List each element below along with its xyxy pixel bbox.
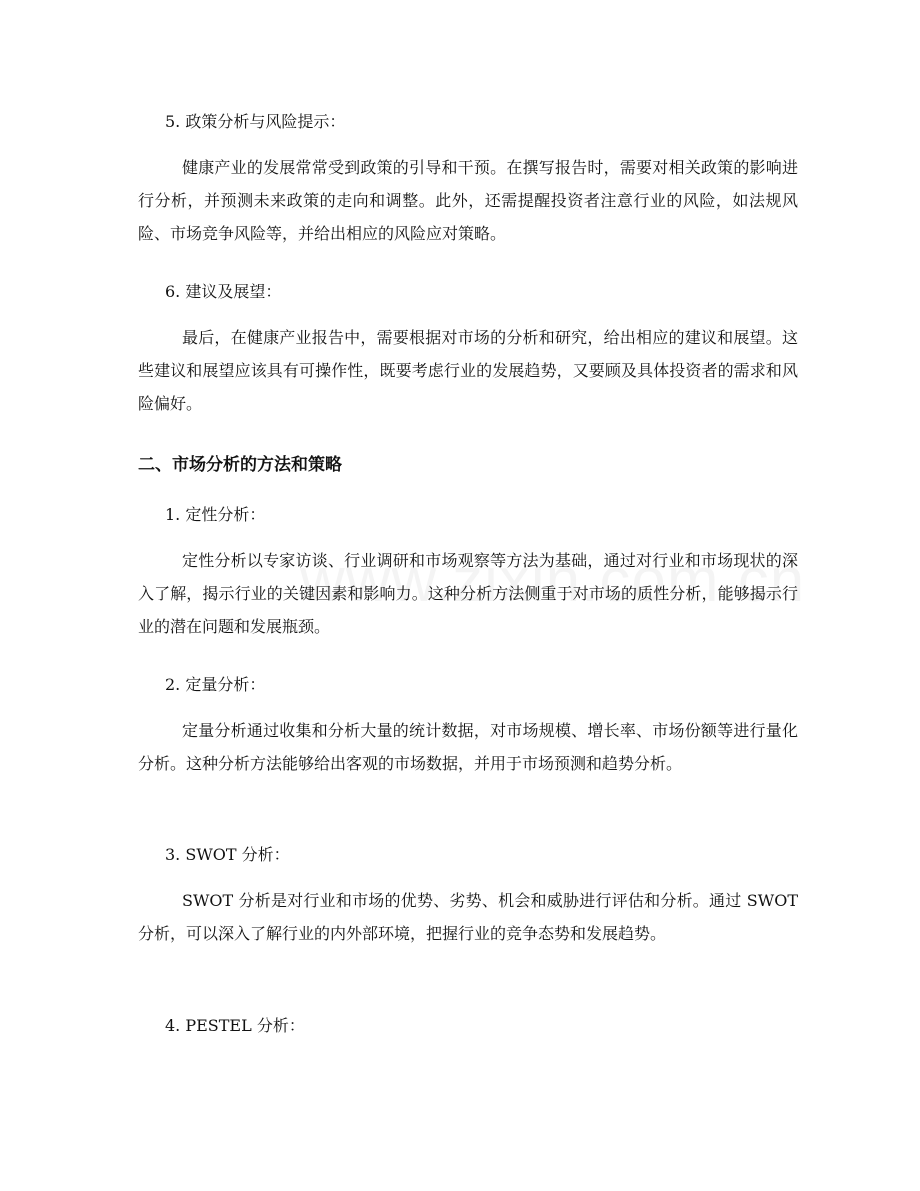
paragraph-suggestions: 最后，在健康产业报告中，需要根据对市场的分析和研究，给出相应的建议和展望。这些建议和展望应该具有可操作性，既要考虑行业的发展趋势，又要顾及具体投资者的需求和风险偏好。	[138, 328, 798, 413]
subheading-policy-analysis: 5. 政策分析与风险提示：	[165, 112, 346, 131]
section-heading-methods: 二、市场分析的方法和策略	[138, 455, 342, 475]
paragraph-qualitative: 定性分析以专家访谈、行业调研和市场观察等方法为基础，通过对行业和市场现状的深入了解，揭示行业的关键因素和影响力。这种分析方法侧重于对市场的质性分析，能够揭示行业的潜在问题和发展瓶颈。	[138, 551, 798, 636]
subheading-suggestions: 6. 建议及展望：	[165, 282, 282, 301]
paragraph-swot: SWOT 分析是对行业和市场的优势、劣势、机会和威胁进行评估和分析。通过 SWOT 分析，可以深入了解行业的内外部环境，把握行业的竞争态势和发展趋势。	[138, 891, 798, 943]
subheading-qualitative: 1. 定性分析：	[165, 505, 266, 524]
subheading-quantitative: 2. 定量分析：	[165, 675, 266, 694]
subheading-swot: 3. SWOT 分析：	[165, 845, 290, 864]
subheading-pestel: 4. PESTEL 分析：	[165, 1016, 305, 1035]
paragraph-quantitative: 定量分析通过收集和分析大量的统计数据，对市场规模、增长率、市场份额等进行量化分析。这种分析方法能够给出客观的市场数据，并用于市场预测和趋势分析。	[138, 721, 798, 773]
paragraph-policy-analysis: 健康产业的发展常常受到政策的引导和干预。在撰写报告时，需要对相关政策的影响进行分析，并预测未来政策的走向和调整。此外，还需提醒投资者注意行业的风险，如法规风险、市场竞争风险等，并给出相应的风险应对策略。	[138, 158, 798, 243]
